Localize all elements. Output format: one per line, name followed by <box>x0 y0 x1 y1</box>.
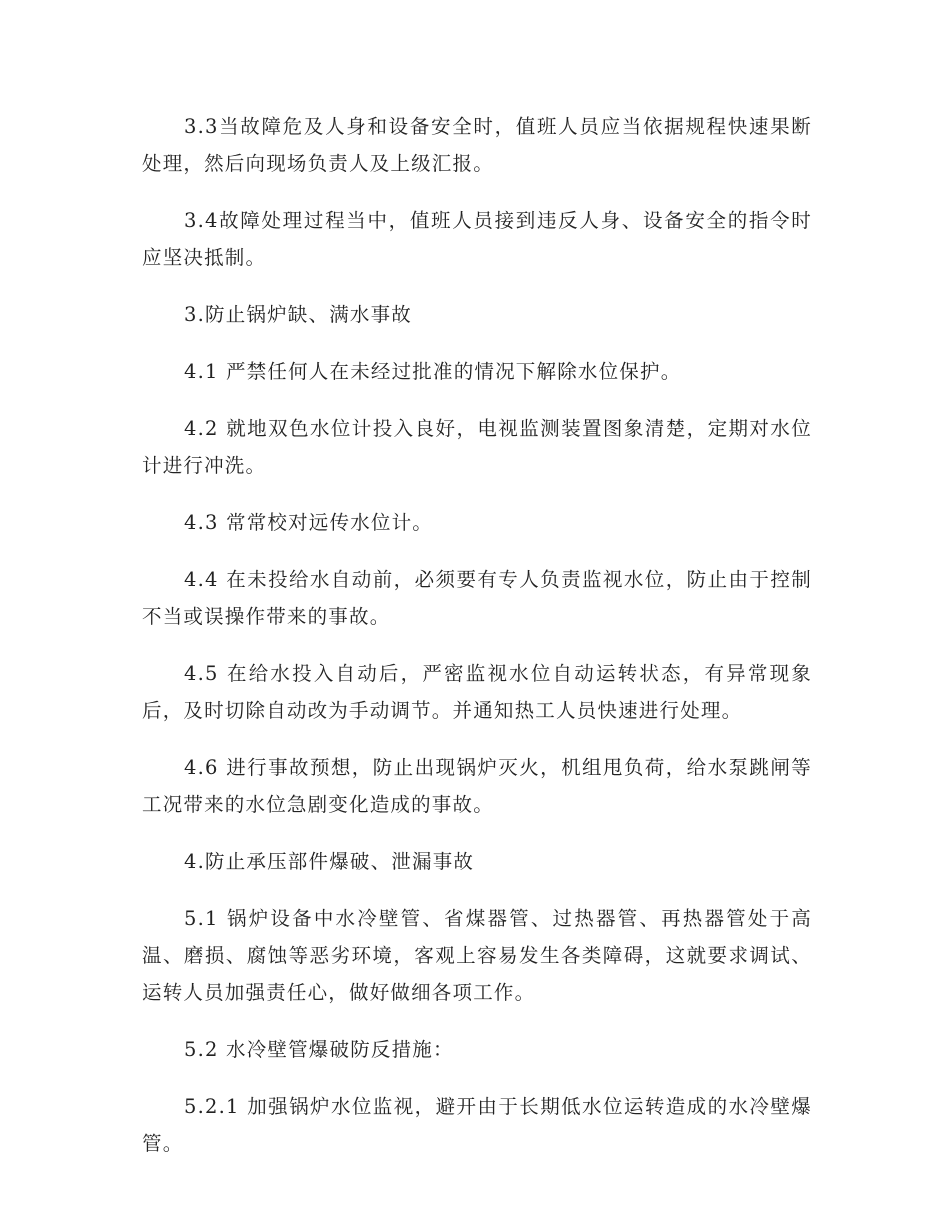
paragraph-4-1: 4.1 严禁任何人在未经过批准的情况下解除水位保护。 <box>184 360 682 383</box>
section-heading-pressure-parts: 4.防止承压部件爆破、泄漏事故 <box>184 850 475 873</box>
paragraph-4-6: 4.6 进行事故预想，防止出现锅炉灭火，机组甩负荷，给水泵跳闸等工况带来的水位急剧变化造成的事故。 <box>142 756 812 816</box>
paragraph-3-3: 3.3当故障危及人身和设备安全时，值班人员应当依据规程快速果断处理，然后向现场负责人及上级汇报。 <box>142 115 812 175</box>
paragraph-5-2: 5.2 水冷壁管爆破防反措施： <box>184 1038 454 1061</box>
paragraph-4-4: 4.4 在未投给水自动前，必须要有专人负责监视水位，防止由于控制不当或误操作带来的事故。 <box>142 568 812 628</box>
paragraph-3-4: 3.4故障处理过程当中，值班人员接到违反人身、设备安全的指令时应坚决抵制。 <box>142 209 812 269</box>
paragraph-4-5: 4.5 在给水投入自动后，严密监视水位自动运转状态，有异常现象后，及时切除自动改为手动调节。并通知热工人员快速进行处理。 <box>142 662 812 722</box>
paragraph-5-2-1: 5.2.1 加强锅炉水位监视，避开由于长期低水位运转造成的水冷壁爆管。 <box>142 1095 812 1155</box>
paragraph-5-1: 5.1 锅炉设备中水冷壁管、省煤器管、过热器管、再热器管处于高温、磨损、腐蚀等恶劣环境，客观上容易发生各类障碍，这就要求调试、运转人员加强责任心，做好做细各项工作。 <box>142 907 812 1004</box>
document-page <box>142 108 812 1182</box>
paragraph-4-3: 4.3 常常校对远传水位计。 <box>184 511 434 534</box>
paragraph-4-2: 4.2 就地双色水位计投入良好，电视监测装置图象清楚，定期对水位计进行冲洗。 <box>142 417 812 477</box>
section-heading-boiler-water-level: 3.防止锅炉缺、满水事故 <box>184 303 413 326</box>
